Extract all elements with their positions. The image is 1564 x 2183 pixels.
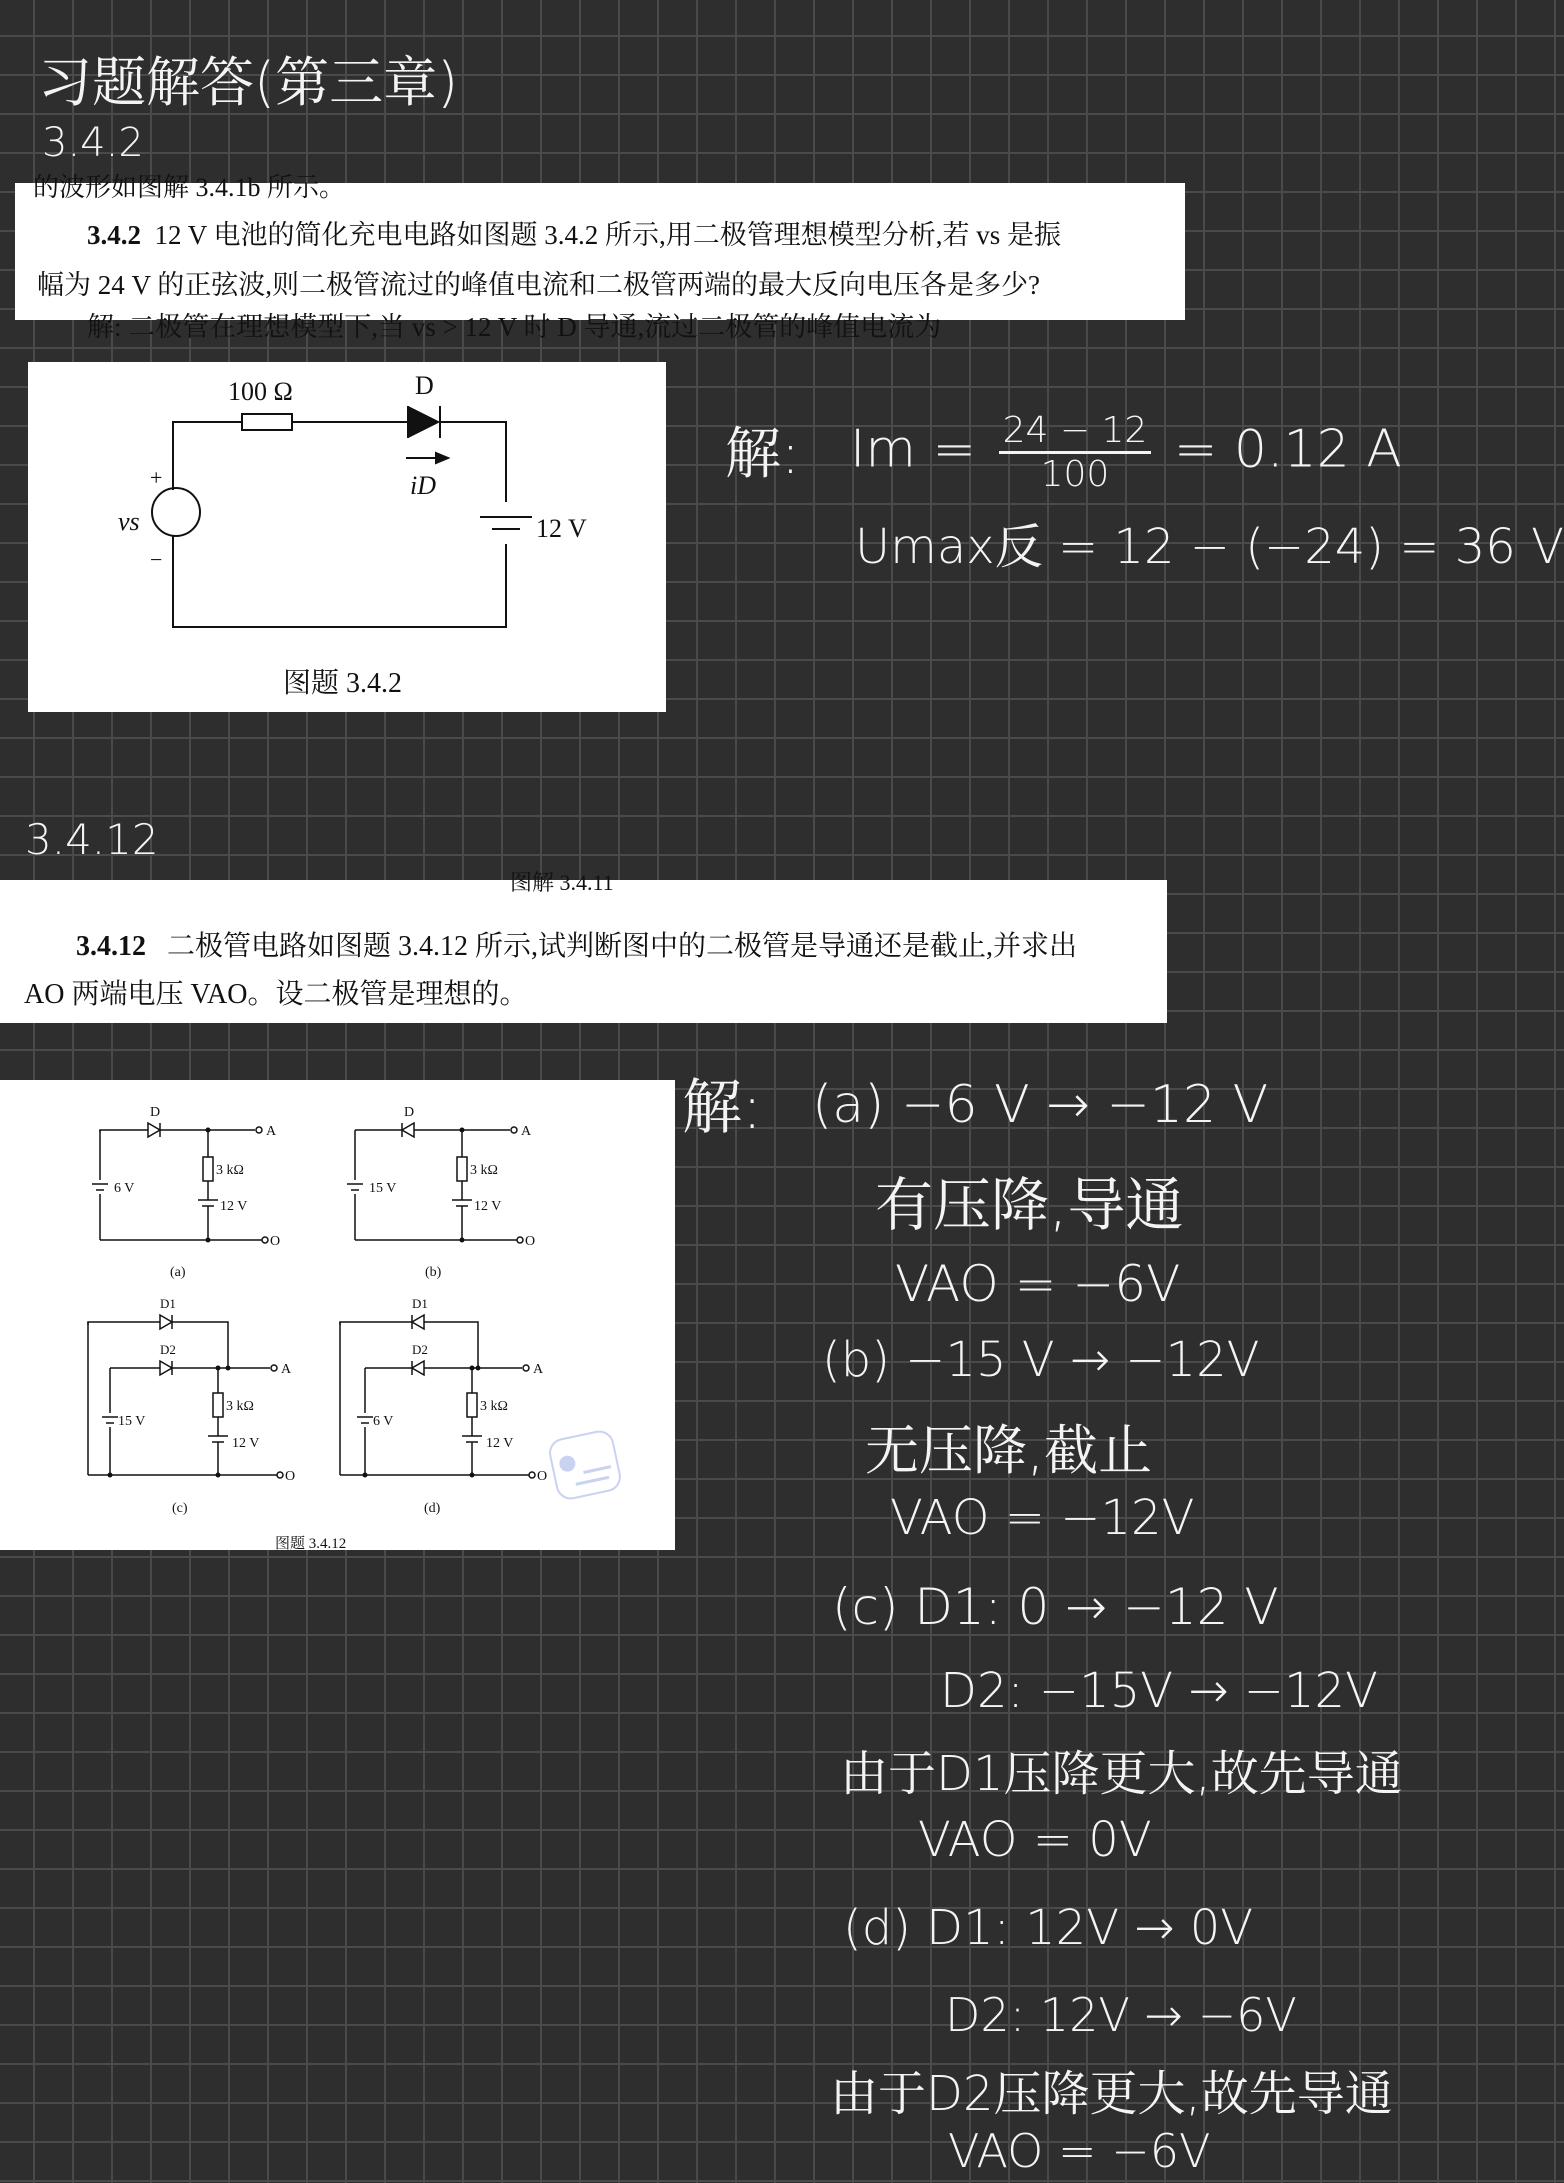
fig-d-resistor: 3 kΩ <box>480 1399 508 1414</box>
problem-text-line-1: 12 V 电池的简化充电电路如图题 3.4.2 所示,用二极管理想模型分析,若 vs 是振 <box>154 220 1062 250</box>
source-plus: + <box>150 465 163 490</box>
battery-label: 12 V <box>536 514 587 543</box>
fig-b-diode: D <box>404 1105 415 1120</box>
fig-a-node-a: A <box>266 1124 277 1139</box>
fig-c-resistor: 3 kΩ <box>226 1399 254 1414</box>
problem-text-line-2: AO 两端电压 VAO。设二极管是理想的。 <box>24 979 528 1010</box>
diode-label: D <box>415 371 434 400</box>
solution-line-6: VAO = −12V <box>890 1490 1195 1546</box>
im-fraction <box>999 410 1152 495</box>
fig-c-node-a: A <box>281 1362 292 1377</box>
fig-d-supply: 12 V <box>486 1436 514 1451</box>
fig-c-node-o: O <box>285 1469 296 1484</box>
fig-b-supply: 12 V <box>474 1199 502 1214</box>
solution-label-3-4-2: 解: <box>725 422 800 487</box>
problem-number: 3.4.12 <box>76 931 146 962</box>
solution-line-7: (c) D1: 0 → −12 V <box>832 1578 1279 1636</box>
fig-c-supply: 12 V <box>232 1436 260 1451</box>
fig-a-supply: 12 V <box>220 1199 248 1214</box>
solution-line-8: D2: −15V → −12V <box>940 1663 1378 1719</box>
problem-3-4-12-text-clip <box>0 870 1167 1023</box>
solution-line-1: (a) −6 V → −12 V <box>812 1075 1269 1135</box>
problem-text-line-2: 幅为 24 V 的正弦波,则二极管流过的峰值电流和二极管两端的最大反向电压各是多少? <box>37 270 1040 300</box>
solution-im-line <box>850 410 1402 495</box>
figure-caption: 图题 3.4.2 <box>283 668 403 699</box>
fig-c-d1: D1 <box>160 1296 176 1311</box>
fig-d-node-o: O <box>537 1469 548 1484</box>
problem-line-1 <box>87 213 1061 252</box>
fig-a-node-o: O <box>270 1234 281 1249</box>
fig-b-node-a: A <box>521 1124 532 1139</box>
solution-umax-line: Umax反 = 12 − (−24) = 36 V <box>855 519 1564 575</box>
clip-top-fragment: 的波形如图解 3.4.1b 所示。 <box>33 173 346 202</box>
fig-a-diode: D <box>150 1105 161 1120</box>
solution-line-11: (d) D1: 12V → 0V <box>843 1900 1254 1956</box>
clip-top-fragment: 图解 3.4.11 <box>510 870 614 895</box>
solution-line-12: D2: 12V → −6V <box>945 1988 1297 2042</box>
circuit-3-4-12 <box>0 1080 675 1550</box>
im-rhs: = 0.12 A <box>1173 419 1402 480</box>
fig-b-source: 15 V <box>369 1181 397 1196</box>
im-lhs: Im = <box>850 419 977 480</box>
im-numerator: 24 − 12 <box>999 410 1152 454</box>
solution-line-13: 由于D2压降更大,故先导通 <box>830 2066 1393 2122</box>
fig-d-d2: D2 <box>412 1342 428 1357</box>
problem-number: 3.4.2 <box>87 220 141 250</box>
current-label: iD <box>410 471 436 500</box>
problem-line-1 <box>76 924 1077 964</box>
solution-line-5: 无压降,截止 <box>865 1419 1153 1482</box>
fig-d-node-a: A <box>533 1362 544 1377</box>
fig-b-node-o: O <box>525 1234 536 1249</box>
solution-line-9: 由于D1压降更大,故先导通 <box>840 1746 1403 1802</box>
fig-c-d2: D2 <box>160 1342 176 1357</box>
figure-3-4-12 <box>0 1080 675 1550</box>
im-denominator: 100 <box>1040 454 1110 495</box>
problem-3-4-2-text-clip <box>15 173 1185 342</box>
fig-c-source: 15 V <box>118 1414 146 1429</box>
solution-label-3-4-12: 解: <box>682 1073 763 1143</box>
fig-b-label: (b) <box>425 1265 442 1280</box>
solution-line-3: VAO = −6V <box>895 1255 1181 1313</box>
figure-3-4-2 <box>28 362 666 712</box>
fig-a-source: 6 V <box>114 1181 135 1196</box>
problem-number-3-4-2: 3.4.2 <box>42 120 144 166</box>
fig-d-label: (d) <box>424 1501 441 1516</box>
watermark-stamp <box>547 1429 622 1501</box>
page-title: 习题解答(第三章) <box>38 51 459 114</box>
resistor-label: 100 Ω <box>228 377 293 406</box>
fig-d-d1: D1 <box>412 1296 428 1311</box>
solution-line-2: 有压降,导通 <box>875 1171 1184 1239</box>
solution-line-14: VAO = −6V <box>948 2124 1211 2178</box>
source-minus: − <box>150 547 163 572</box>
fig-a-resistor: 3 kΩ <box>216 1163 244 1178</box>
source-label: vs <box>118 507 140 536</box>
fig-d-source: 6 V <box>373 1414 394 1429</box>
fig-a-label: (a) <box>170 1265 186 1280</box>
circuit-3-4-2 <box>28 362 666 712</box>
figure-caption: 图题 3.4.12 <box>275 1536 347 1552</box>
clip-bottom-fragment: 解: 二极管在理想模型下,当 vs > 12 V 时 D 导通,流过二极管的峰值电流为 <box>87 312 942 342</box>
problem-text-line-1: 二极管电路如图题 3.4.12 所示,试判断图中的二极管是导通还是截止,并求出 <box>167 931 1078 962</box>
problem-number-3-4-12: 3.4.12 <box>25 815 159 864</box>
fig-c-label: (c) <box>172 1501 188 1516</box>
fig-b-resistor: 3 kΩ <box>470 1163 498 1178</box>
solution-line-4: (b) −15 V → −12V <box>822 1332 1260 1388</box>
solution-line-10: VAO = 0V <box>918 1812 1152 1868</box>
